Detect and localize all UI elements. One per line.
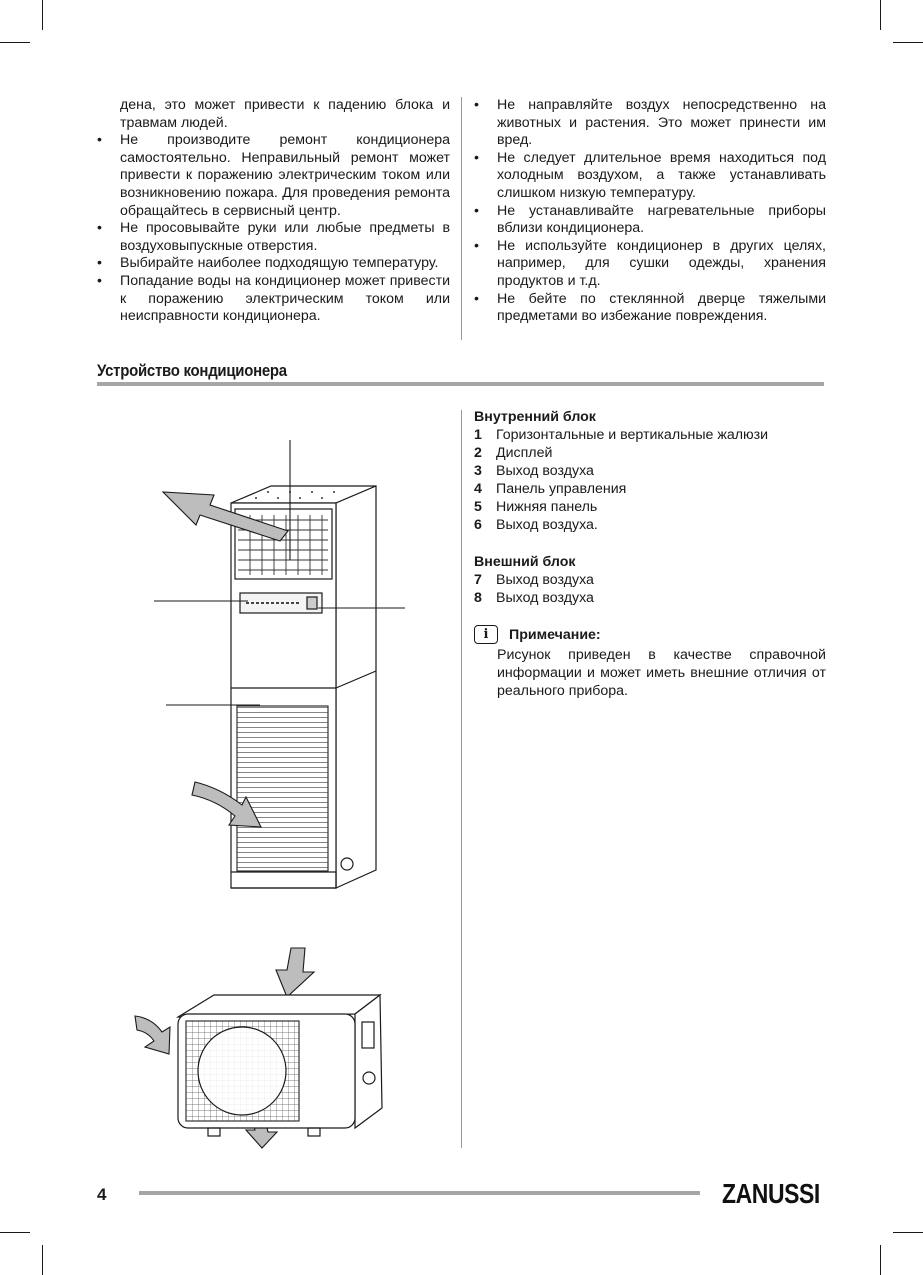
brand-logo: ZANUSSI	[722, 1178, 820, 1209]
legend-label: Выход воздуха	[496, 590, 594, 606]
legend-label: Панель управления	[496, 481, 627, 497]
list-item: • Не просовывайте руки или любые предметы в воздуховыпускные отверстия.	[97, 220, 450, 255]
list-item: • Не устанавливайте нагревательные приборы вблизи кондиционера.	[474, 203, 826, 238]
outdoor-unit-title: Внешний блок	[474, 554, 576, 570]
legend-row	[474, 480, 826, 498]
legend-row	[474, 589, 826, 607]
legend-label: Нижняя панель	[496, 499, 598, 515]
legend-label: Выход воздуха.	[496, 517, 598, 533]
legend-row	[474, 426, 826, 444]
page-number: 4	[97, 1185, 107, 1204]
legend-row	[474, 516, 826, 534]
note-box	[474, 625, 826, 700]
legend-number: 7	[474, 572, 482, 588]
legend-number: 2	[474, 445, 482, 461]
spacer	[474, 534, 826, 553]
legend-label: Дисплей	[496, 445, 553, 461]
section-title: Устройство кондиционера	[97, 361, 287, 380]
legend-row	[474, 571, 826, 589]
list-item: • Выбирайте наиболее подходящую температуру.	[97, 255, 450, 273]
list-item: • Попадание воды на кондиционер может привести к поражению электрическим током или неисправности кондиционера.	[97, 273, 450, 326]
parts-legend	[474, 408, 826, 607]
note-text: Рисунок приведен в качестве справочной информации и может иметь внешние отличия от реального прибора.	[497, 647, 826, 699]
legend-number: 6	[474, 517, 482, 533]
footer-rule	[139, 1191, 700, 1195]
list-item: • Не следует длительное время находиться под холодным воздухом, а также устанавливать слишком низкую температуру.	[474, 150, 826, 203]
list-item: • Не направляйте воздух непосредственно на животных и растения. Это может принести им вред.	[474, 97, 826, 150]
legend-label: Выход воздуха	[496, 572, 594, 588]
legend-row	[474, 462, 826, 480]
list-item: • Не бейте по стеклянной дверце тяжелыми предметами во избежание повреждения.	[474, 291, 826, 326]
legend-row	[474, 444, 826, 462]
legend-number: 5	[474, 499, 482, 515]
indoor-unit	[231, 486, 376, 888]
legend-label: Выход воздуха	[496, 463, 594, 479]
legend-number: 8	[474, 590, 482, 606]
continued-text: дена, это может привести к падению блока и травмам людей.	[120, 97, 450, 131]
legend-number: 3	[474, 463, 482, 479]
legend-row	[474, 498, 826, 516]
legend-number: 4	[474, 481, 482, 497]
legend-label: Горизонтальные и вертикальные жалюзи	[496, 427, 769, 443]
info-icon: i	[474, 625, 498, 644]
legend-number: 1	[474, 427, 482, 443]
indoor-unit-title: Внутренний блок	[474, 409, 596, 425]
note-title: Примечание:	[509, 626, 601, 643]
note-header	[474, 625, 826, 644]
list-item: • Не используйте кондиционер в других целях, например, для сушки одежды, хранения продуктов и т.д.	[474, 238, 826, 291]
list-item: • Не производите ремонт кондиционера самостоятельно. Неправильный ремонт может привести к поражению электрическим током или возникновению пожара. Для проведения ремонта обращайтесь в сервисный центр.	[97, 132, 450, 220]
outdoor-unit	[178, 995, 382, 1136]
